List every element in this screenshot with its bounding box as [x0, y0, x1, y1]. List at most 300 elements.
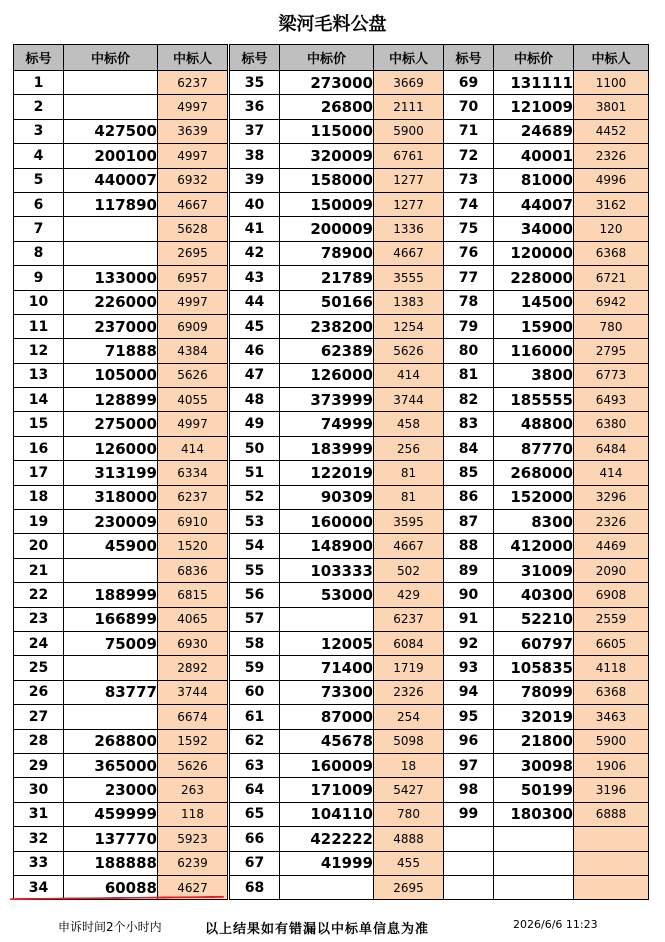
lot-number: 26 — [14, 680, 64, 704]
table-row — [230, 485, 444, 509]
table-row — [230, 753, 444, 777]
winner-id: 2326 — [574, 510, 649, 534]
lot-number: 59 — [230, 656, 280, 680]
table-row — [230, 363, 444, 387]
header-winner: 中标人 — [574, 45, 649, 71]
lot-number: 77 — [444, 266, 494, 290]
table-row — [14, 656, 228, 680]
winner-id: 414 — [574, 461, 649, 485]
winning-price: 40001 — [494, 144, 574, 168]
winning-price — [64, 241, 158, 265]
lot-number: 33 — [14, 851, 64, 875]
winning-price: 160009 — [280, 753, 374, 777]
lot-number: 91 — [444, 607, 494, 631]
winning-price: 228000 — [494, 266, 574, 290]
winner-id: 6239 — [158, 851, 228, 875]
winner-id: 2892 — [158, 656, 228, 680]
header-winner: 中标人 — [158, 45, 228, 71]
table-row — [444, 583, 649, 607]
header-no: 标号 — [14, 45, 64, 71]
lot-number: 43 — [230, 266, 280, 290]
winner-id: 4469 — [574, 534, 649, 558]
lot-number: 24 — [14, 631, 64, 655]
winning-price: 21789 — [280, 266, 374, 290]
winner-id: 5628 — [158, 217, 228, 241]
lot-number: 3 — [14, 119, 64, 143]
winner-id: 1906 — [574, 753, 649, 777]
winning-price: 53000 — [280, 583, 374, 607]
lot-number: 74 — [444, 192, 494, 216]
winner-id: 6368 — [574, 241, 649, 265]
winning-price: 12005 — [280, 631, 374, 655]
table-row — [14, 95, 228, 119]
table-row — [14, 802, 228, 826]
table-row — [230, 241, 444, 265]
table-row — [14, 412, 228, 436]
table-row — [230, 314, 444, 338]
lot-number: 50 — [230, 436, 280, 460]
winner-id: 1592 — [158, 729, 228, 753]
winner-id: 1719 — [374, 656, 444, 680]
table-row — [444, 753, 649, 777]
winning-price — [64, 705, 158, 729]
table-row — [444, 241, 649, 265]
winning-price: 171009 — [280, 778, 374, 802]
lot-number: 96 — [444, 729, 494, 753]
lot-number: 68 — [230, 875, 280, 899]
winning-price: 268800 — [64, 729, 158, 753]
lot-number: 11 — [14, 314, 64, 338]
winning-price: 131111 — [494, 71, 574, 95]
table-row — [230, 656, 444, 680]
winner-id: 1336 — [374, 217, 444, 241]
table-row — [230, 436, 444, 460]
winning-price: 15900 — [494, 314, 574, 338]
table-row — [444, 95, 649, 119]
winner-id: 2326 — [574, 144, 649, 168]
winning-price — [64, 217, 158, 241]
winning-price — [280, 607, 374, 631]
table-row — [14, 583, 228, 607]
winner-id: 3801 — [574, 95, 649, 119]
lot-number: 19 — [14, 510, 64, 534]
winner-id: 6674 — [158, 705, 228, 729]
table-row — [230, 680, 444, 704]
winner-id: 254 — [374, 705, 444, 729]
winner-id: 455 — [374, 851, 444, 875]
winner-id: 1383 — [374, 290, 444, 314]
lot-number — [444, 875, 494, 899]
winner-id: 6721 — [574, 266, 649, 290]
winner-id — [574, 851, 649, 875]
lot-number: 39 — [230, 168, 280, 192]
table-row — [444, 778, 649, 802]
winning-price: 160000 — [280, 510, 374, 534]
lot-number: 92 — [444, 631, 494, 655]
lot-number: 14 — [14, 388, 64, 412]
winner-id: 458 — [374, 412, 444, 436]
lot-number: 34 — [14, 875, 64, 899]
winning-price: 121009 — [494, 95, 574, 119]
lot-number: 29 — [14, 753, 64, 777]
winning-price — [494, 827, 574, 851]
winning-price: 14500 — [494, 290, 574, 314]
table-header-row — [14, 45, 228, 71]
winning-price: 40300 — [494, 583, 574, 607]
table-row — [230, 412, 444, 436]
table-row — [14, 851, 228, 875]
header-price: 中标价 — [494, 45, 574, 71]
winning-price: 21800 — [494, 729, 574, 753]
winning-price: 150009 — [280, 192, 374, 216]
winning-price: 41999 — [280, 851, 374, 875]
table-row — [230, 339, 444, 363]
winner-id: 6084 — [374, 631, 444, 655]
table-row — [444, 436, 649, 460]
winner-id: 1254 — [374, 314, 444, 338]
winner-id: 118 — [158, 802, 228, 826]
lot-number: 23 — [14, 607, 64, 631]
lot-number: 42 — [230, 241, 280, 265]
table-row — [444, 461, 649, 485]
results-table-3 — [443, 44, 649, 900]
winner-id: 2326 — [374, 680, 444, 704]
winner-id: 780 — [374, 802, 444, 826]
winner-id: 4667 — [158, 192, 228, 216]
table-row — [444, 339, 649, 363]
winner-id: 6237 — [374, 607, 444, 631]
winner-id: 6334 — [158, 461, 228, 485]
lot-number: 69 — [444, 71, 494, 95]
winner-id: 5626 — [374, 339, 444, 363]
winning-price: 188888 — [64, 851, 158, 875]
lot-number: 28 — [14, 729, 64, 753]
winner-id: 6910 — [158, 510, 228, 534]
winning-price: 73300 — [280, 680, 374, 704]
winner-id: 256 — [374, 436, 444, 460]
winning-price: 26800 — [280, 95, 374, 119]
winner-id: 6493 — [574, 388, 649, 412]
winning-price: 62389 — [280, 339, 374, 363]
table-row — [14, 680, 228, 704]
lot-number: 99 — [444, 802, 494, 826]
table-row — [444, 144, 649, 168]
table-row — [230, 290, 444, 314]
winner-id: 3196 — [574, 778, 649, 802]
winner-id: 414 — [158, 436, 228, 460]
winning-price: 24689 — [494, 119, 574, 143]
table-row — [444, 71, 649, 95]
lot-number: 36 — [230, 95, 280, 119]
winning-price — [280, 875, 374, 899]
lot-number: 79 — [444, 314, 494, 338]
table-row — [14, 363, 228, 387]
winner-id — [574, 827, 649, 851]
winning-price: 313199 — [64, 461, 158, 485]
winning-price: 75009 — [64, 631, 158, 655]
winning-price: 185555 — [494, 388, 574, 412]
winning-price: 226000 — [64, 290, 158, 314]
winning-price: 120000 — [494, 241, 574, 265]
table-row — [14, 241, 228, 265]
results-table-1 — [13, 44, 228, 900]
lot-number: 55 — [230, 558, 280, 582]
winning-price: 104110 — [280, 802, 374, 826]
winning-price: 60797 — [494, 631, 574, 655]
lot-number: 98 — [444, 778, 494, 802]
winning-price: 23000 — [64, 778, 158, 802]
lot-number: 27 — [14, 705, 64, 729]
lot-number: 21 — [14, 558, 64, 582]
table-row — [14, 705, 228, 729]
lot-number: 38 — [230, 144, 280, 168]
header-price: 中标价 — [280, 45, 374, 71]
lot-number: 46 — [230, 339, 280, 363]
table-row — [230, 705, 444, 729]
winning-price: 183999 — [280, 436, 374, 460]
winner-id: 81 — [374, 485, 444, 509]
table-row — [444, 314, 649, 338]
table-row — [444, 168, 649, 192]
table-row — [230, 802, 444, 826]
table-row — [14, 534, 228, 558]
header-no: 标号 — [444, 45, 494, 71]
winning-price — [64, 656, 158, 680]
winner-id: 429 — [374, 583, 444, 607]
lot-number: 2 — [14, 95, 64, 119]
table-header-row — [230, 45, 444, 71]
winner-id: 6888 — [574, 802, 649, 826]
winner-id: 6930 — [158, 631, 228, 655]
table-row — [444, 656, 649, 680]
winner-id: 502 — [374, 558, 444, 582]
winner-id: 5900 — [374, 119, 444, 143]
winning-price — [494, 875, 574, 899]
lot-number: 89 — [444, 558, 494, 582]
winning-price: 87000 — [280, 705, 374, 729]
winner-id: 3595 — [374, 510, 444, 534]
winner-id — [574, 875, 649, 899]
table-row — [444, 534, 649, 558]
winning-price: 87770 — [494, 436, 574, 460]
lot-number: 63 — [230, 753, 280, 777]
winning-price: 200009 — [280, 217, 374, 241]
winner-id: 6932 — [158, 168, 228, 192]
table-row — [230, 192, 444, 216]
lot-number: 53 — [230, 510, 280, 534]
lot-number: 82 — [444, 388, 494, 412]
winner-id: 4997 — [158, 412, 228, 436]
lot-number: 67 — [230, 851, 280, 875]
lot-number: 30 — [14, 778, 64, 802]
winner-id: 6605 — [574, 631, 649, 655]
winner-id: 4996 — [574, 168, 649, 192]
table-row — [14, 144, 228, 168]
lot-number: 62 — [230, 729, 280, 753]
table-row — [14, 290, 228, 314]
winner-id: 4452 — [574, 119, 649, 143]
winner-id: 6836 — [158, 558, 228, 582]
table-row — [444, 875, 649, 899]
lot-number: 58 — [230, 631, 280, 655]
winner-id: 6815 — [158, 583, 228, 607]
lot-number: 57 — [230, 607, 280, 631]
lot-number: 32 — [14, 827, 64, 851]
lot-number: 90 — [444, 583, 494, 607]
table-row — [14, 631, 228, 655]
winner-id: 6957 — [158, 266, 228, 290]
lot-number: 85 — [444, 461, 494, 485]
table-row — [444, 388, 649, 412]
winner-id: 6368 — [574, 680, 649, 704]
lot-number: 35 — [230, 71, 280, 95]
winner-id: 18 — [374, 753, 444, 777]
winning-price: 45678 — [280, 729, 374, 753]
lot-number: 72 — [444, 144, 494, 168]
lot-number: 5 — [14, 168, 64, 192]
winning-price: 230009 — [64, 510, 158, 534]
winning-price: 320009 — [280, 144, 374, 168]
lot-number: 66 — [230, 827, 280, 851]
winner-id: 5923 — [158, 827, 228, 851]
table-row — [444, 851, 649, 875]
table-row — [444, 631, 649, 655]
winner-id: 3296 — [574, 485, 649, 509]
winning-price: 90309 — [280, 485, 374, 509]
winner-id: 4888 — [374, 827, 444, 851]
winning-price: 74999 — [280, 412, 374, 436]
table-row — [14, 461, 228, 485]
lot-number: 94 — [444, 680, 494, 704]
results-table-2 — [229, 44, 444, 900]
lot-number: 45 — [230, 314, 280, 338]
winning-price: 365000 — [64, 753, 158, 777]
table-row — [230, 119, 444, 143]
winning-price: 422222 — [280, 827, 374, 851]
table-row — [230, 851, 444, 875]
winner-id: 2795 — [574, 339, 649, 363]
lot-number: 95 — [444, 705, 494, 729]
table-row — [14, 71, 228, 95]
table-row — [444, 558, 649, 582]
winning-price: 122019 — [280, 461, 374, 485]
table-row — [14, 558, 228, 582]
lot-number: 83 — [444, 412, 494, 436]
winner-id: 414 — [374, 363, 444, 387]
winner-id: 3744 — [158, 680, 228, 704]
lot-number: 56 — [230, 583, 280, 607]
lot-number — [444, 851, 494, 875]
winner-id: 6773 — [574, 363, 649, 387]
table-row — [14, 753, 228, 777]
winning-price: 275000 — [64, 412, 158, 436]
winning-price: 459999 — [64, 802, 158, 826]
table-row — [14, 436, 228, 460]
winning-price: 71888 — [64, 339, 158, 363]
table-row — [14, 314, 228, 338]
lot-number: 31 — [14, 802, 64, 826]
winning-price: 200100 — [64, 144, 158, 168]
lot-number: 6 — [14, 192, 64, 216]
winner-id: 5626 — [158, 363, 228, 387]
winning-price: 78900 — [280, 241, 374, 265]
winning-price: 166899 — [64, 607, 158, 631]
lot-number: 71 — [444, 119, 494, 143]
lot-number: 41 — [230, 217, 280, 241]
winning-price: 238200 — [280, 314, 374, 338]
lot-number: 60 — [230, 680, 280, 704]
lot-number: 18 — [14, 485, 64, 509]
table-row — [14, 388, 228, 412]
winner-id: 6237 — [158, 71, 228, 95]
lot-number: 44 — [230, 290, 280, 314]
winning-price: 137770 — [64, 827, 158, 851]
table-row — [14, 168, 228, 192]
appeal-time-note: 申诉时间2个小时内 — [58, 920, 162, 934]
table-row — [230, 388, 444, 412]
winning-price: 31009 — [494, 558, 574, 582]
winning-price: 412000 — [494, 534, 574, 558]
lot-number: 61 — [230, 705, 280, 729]
winner-id: 5098 — [374, 729, 444, 753]
table-row — [230, 461, 444, 485]
lot-number: 97 — [444, 753, 494, 777]
winner-id: 4065 — [158, 607, 228, 631]
lot-number: 87 — [444, 510, 494, 534]
winner-id: 3669 — [374, 71, 444, 95]
table-row — [230, 827, 444, 851]
disclaimer-note: 以上结果如有错漏以中标单信息为准 — [205, 922, 430, 937]
lot-number: 78 — [444, 290, 494, 314]
winning-price: 268000 — [494, 461, 574, 485]
table-row — [444, 607, 649, 631]
lot-number: 13 — [14, 363, 64, 387]
table-row — [14, 510, 228, 534]
winner-id: 4118 — [574, 656, 649, 680]
header-price: 中标价 — [64, 45, 158, 71]
table-row — [14, 266, 228, 290]
winning-price: 78099 — [494, 680, 574, 704]
winner-id: 4384 — [158, 339, 228, 363]
winner-id: 2559 — [574, 607, 649, 631]
lot-number: 48 — [230, 388, 280, 412]
winning-price: 188999 — [64, 583, 158, 607]
lot-number: 75 — [444, 217, 494, 241]
lot-number: 81 — [444, 363, 494, 387]
table-row — [14, 119, 228, 143]
table-row — [444, 729, 649, 753]
winning-price: 105835 — [494, 656, 574, 680]
winning-price — [64, 558, 158, 582]
table-row — [14, 729, 228, 753]
winning-price: 81000 — [494, 168, 574, 192]
lot-number: 65 — [230, 802, 280, 826]
winning-price: 126000 — [64, 436, 158, 460]
table-row — [230, 510, 444, 534]
winner-id: 1277 — [374, 192, 444, 216]
winning-price: 126000 — [280, 363, 374, 387]
winner-id: 3555 — [374, 266, 444, 290]
table-row — [230, 144, 444, 168]
winning-price: 60088 — [64, 875, 158, 899]
table-row — [14, 485, 228, 509]
winner-id: 4997 — [158, 95, 228, 119]
table-row — [444, 705, 649, 729]
winner-id: 4055 — [158, 388, 228, 412]
lot-number: 88 — [444, 534, 494, 558]
winning-price: 133000 — [64, 266, 158, 290]
winning-price: 71400 — [280, 656, 374, 680]
